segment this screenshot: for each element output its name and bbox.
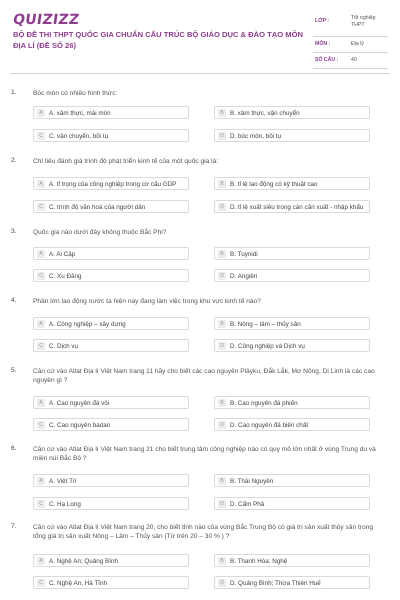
question-number: 4. (11, 297, 17, 304)
option-letter: A (37, 109, 45, 117)
option-letter: D (218, 500, 226, 508)
option-c[interactable] (33, 129, 189, 142)
option-letter: B (218, 320, 226, 328)
question-number: 2. (11, 157, 17, 164)
meta-row-subject (313, 37, 388, 53)
option-c[interactable] (33, 200, 189, 213)
option-letter: A (37, 399, 45, 407)
option-text: B. Thanh Hóa; Nghệ (230, 557, 288, 565)
option-b[interactable] (214, 474, 370, 487)
question-number: 5. (11, 367, 17, 374)
option-letter: B (218, 250, 226, 258)
option-letter: C (37, 272, 45, 280)
option-text: D. Angiêri (230, 272, 258, 280)
option-b[interactable] (214, 106, 370, 119)
option-text: A. Ai Cập (49, 250, 76, 258)
option-c[interactable] (33, 497, 189, 510)
meta-row-question-count (313, 53, 388, 69)
option-text: D. bóc mòn, bồi tụ (230, 132, 282, 140)
option-c[interactable] (33, 418, 189, 431)
meta-key: SỐ CÂU : (315, 57, 339, 63)
option-letter: C (37, 132, 45, 140)
question-text: Căn cứ vào Atlat Địa lí Việt Nam trang 21 cho biết trung tâm công nghiệp nào có quy mô lớn nhất ở vùng Trung du và miền núi Bắc Bộ ? (33, 446, 376, 463)
option-a[interactable] (33, 317, 189, 330)
option-text: A. tỉ trọng của công nghiệp trong cơ cấu GDP (49, 180, 177, 188)
meta-value: 40 (351, 57, 357, 63)
option-c[interactable] (33, 576, 189, 589)
option-letter: D (218, 132, 226, 140)
question-text: Chỉ tiêu đánh giá trình độ phát triển kinh tế của một quốc gia là: (33, 158, 219, 165)
option-text: C. Dịch vụ (49, 342, 79, 350)
option-text: D. Quảng Bình; Thừa Thiên Huế (230, 579, 321, 587)
option-letter: C (37, 203, 45, 211)
option-letter: C (37, 421, 45, 429)
option-text: A. Việt Trì (49, 477, 77, 485)
option-text: C. Hạ Long (49, 500, 81, 508)
option-b[interactable] (214, 177, 370, 190)
option-letter: D (218, 579, 226, 587)
question-text: Quốc gia nào dưới đây không thuộc Bắc Phi? (33, 229, 167, 236)
option-b[interactable] (214, 396, 370, 409)
option-text: A. xâm thực, mài mòn (49, 109, 111, 117)
option-d[interactable] (214, 576, 370, 589)
option-text: B. tỉ lệ lao động có kỹ thuật cao (230, 180, 318, 188)
question-text: Phần lớn lao động nước ta hiện nay đang làm việc trong khu vực kinh tế nào? (33, 298, 261, 305)
option-text: C. Nghệ An, Hà Tĩnh (49, 579, 107, 587)
option-d[interactable] (214, 418, 370, 431)
option-text: D. Cẩm Phả (230, 500, 265, 508)
option-a[interactable] (33, 247, 189, 260)
option-a[interactable] (33, 396, 189, 409)
option-text: D. tỉ lệ xuất siêu trong cán cân xuất - nhập khẩu (230, 203, 364, 211)
option-letter: D (218, 421, 226, 429)
question-number: 1. (11, 89, 17, 96)
option-a[interactable] (33, 177, 189, 190)
meta-panel (313, 10, 388, 69)
option-d[interactable] (214, 497, 370, 510)
option-text: C. Xu Đăng (49, 272, 82, 280)
question-number: 3. (11, 228, 17, 235)
question-text: Bóc mòn có nhiều hình thức: (33, 90, 118, 97)
option-letter: B (218, 399, 226, 407)
option-letter: D (218, 342, 226, 350)
meta-value: Tốt nghiệp THPT (351, 15, 376, 28)
option-text: A. Nghệ An; Quảng Bình (49, 557, 118, 565)
option-letter: B (218, 477, 226, 485)
option-letter: D (218, 272, 226, 280)
meta-key: LỚP : (315, 18, 330, 24)
option-letter: C (37, 579, 45, 587)
meta-row-grade (313, 10, 388, 37)
option-a[interactable] (33, 106, 189, 119)
option-letter: A (37, 320, 45, 328)
option-a[interactable] (33, 474, 189, 487)
option-text: B. Nông – lâm – thủy sản (230, 320, 301, 328)
option-text: B. Thái Nguyên (230, 477, 274, 485)
option-text: A. Cao nguyên đá vôi (49, 399, 110, 407)
option-letter: C (37, 500, 45, 508)
option-d[interactable] (214, 200, 370, 213)
option-text: D. Công nghiệp và Dịch vụ (230, 342, 305, 350)
option-letter: D (218, 203, 226, 211)
option-a[interactable] (33, 554, 189, 567)
option-text: B. xâm thực, vận chuyển (230, 109, 300, 117)
option-letter: B (218, 109, 226, 117)
option-text: A. Công nghiệp – xây dựng (49, 320, 126, 328)
option-text: B. Tuynidi (230, 250, 258, 258)
option-text: C. Cao nguyên badan (49, 421, 111, 429)
header-divider (10, 73, 390, 74)
option-c[interactable] (33, 339, 189, 352)
question-text: Căn cứ vào Atlat Địa lí Việt Nam trang 11 hãy cho biết các cao nguyên Plâyku, Đắk Lắk, Mơ Nông, Di Linh là các cao nguyên gì ? (33, 368, 375, 385)
option-d[interactable] (214, 269, 370, 282)
option-letter: C (37, 342, 45, 350)
option-b[interactable] (214, 317, 370, 330)
option-d[interactable] (214, 129, 370, 142)
option-letter: A (37, 250, 45, 258)
option-text: D. Cao nguyên đá biến chất (230, 421, 309, 429)
option-letter: A (37, 180, 45, 188)
option-letter: A (37, 477, 45, 485)
option-d[interactable] (214, 339, 370, 352)
option-c[interactable] (33, 269, 189, 282)
worksheet-title: BỘ ĐỀ THI THPT QUỐC GIA CHUẨN CẤU TRÚC BỘ GIÁO DỤC & ĐÀO TẠO MÔN ĐỊA LÍ (ĐỀ SỐ 26) (13, 30, 303, 50)
option-text: B. Cao nguyên đá phiến (230, 399, 298, 407)
option-letter: B (218, 180, 226, 188)
quizizz-logo: QUIZIZZ (11, 12, 81, 28)
option-text: C. vận chuyển, bồi tụ (49, 132, 109, 140)
question-number: 6. (11, 445, 17, 452)
meta-value: Địa lý (351, 41, 364, 47)
option-b[interactable] (214, 247, 370, 260)
meta-key: MÔN : (315, 41, 331, 47)
option-letter: B (218, 557, 226, 565)
option-letter: A (37, 557, 45, 565)
question-number: 7. (11, 523, 17, 530)
question-text: Căn cứ vào Atlat Địa lí Việt Nam trang 20, cho biết tỉnh nào của vùng Bắc Trung Bộ có giá trị sản xuất thủy sản trong tổng giá trị sản xuất Nông – Lâm – Thủy sản (Từ trên 20 – 30 % ) ? (33, 524, 374, 541)
option-text: C. trình độ văn hoá của người dân (49, 203, 146, 211)
option-b[interactable] (214, 554, 370, 567)
